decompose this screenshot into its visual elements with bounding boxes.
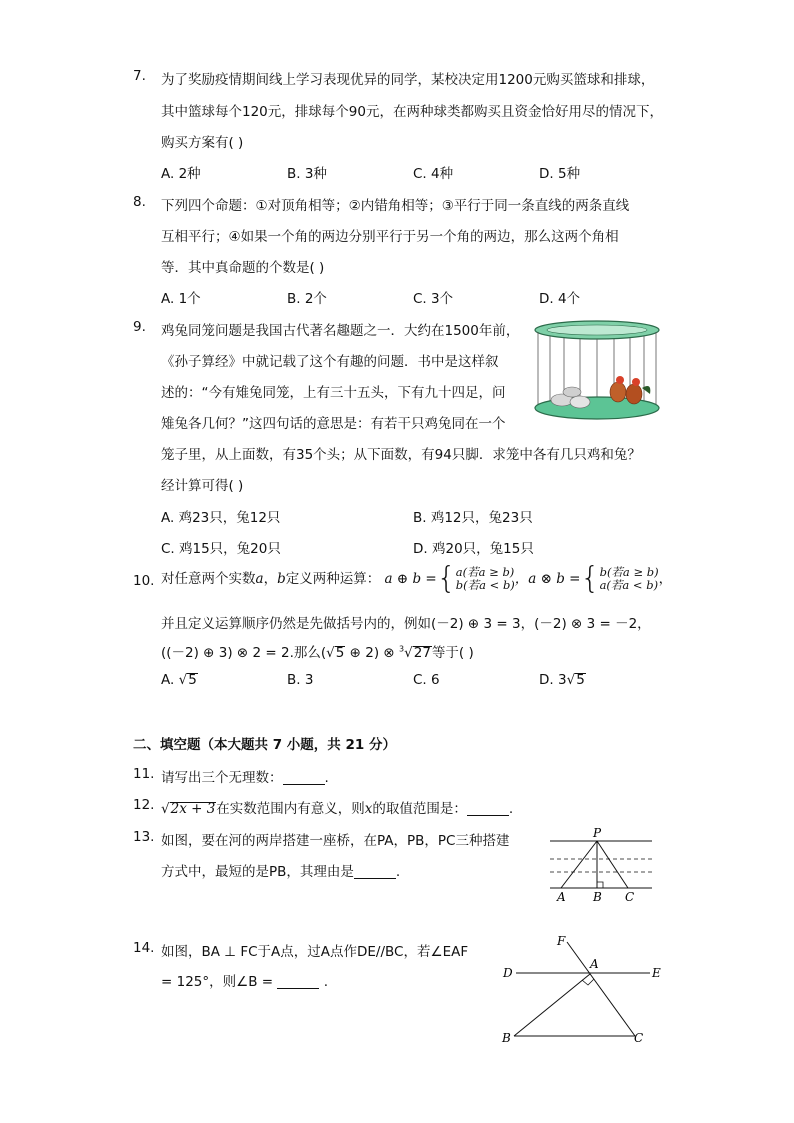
q10-intro: 对任意两个实数	[161, 571, 256, 587]
q12-number: 12.	[133, 797, 155, 813]
q9-line6: 经计算可得( )	[161, 478, 244, 494]
q8-option-a: A. 1个	[161, 291, 201, 307]
q10-option-a-label: A.	[161, 672, 175, 688]
q14-label-e: E	[652, 966, 661, 980]
q9-line1: 鸡兔同笼问题是我国古代著名趣题之一．大约在1500年前，	[161, 323, 520, 339]
q13-line2	[161, 860, 400, 880]
q8-option-b: B. 2个	[287, 291, 327, 307]
q7-line1: 为了奖励疫情期间线上学习表现优异的同学，某校决定用1200元购买篮球和排球，	[161, 72, 655, 88]
q9-option-a: A. 鸡23只，兔12只	[161, 510, 281, 526]
q10-sqrt5: 5	[335, 645, 345, 661]
q13-answer-blank[interactable]	[354, 864, 396, 879]
q9-line5: 笼子里，从上面数，有35个头；从下面数，有94只脚．求笼中各有几只鸡和兔？	[161, 447, 641, 463]
q13-label-b: B	[593, 890, 602, 904]
q10-option-c: C. 6	[413, 672, 440, 688]
q13-river-bridge-figure	[548, 828, 658, 903]
q13-label-c: C	[625, 890, 635, 904]
q14-label-c: C	[634, 1031, 644, 1045]
q10-option-d-label: D. 3	[539, 672, 567, 688]
q10-def: 定义两种运算：	[285, 571, 381, 587]
q10-comma: ，	[263, 571, 278, 587]
q11-end: .	[324, 770, 329, 786]
q10-line3-b: ⊕ 2) ⊗	[345, 645, 400, 661]
q12-end: .	[508, 801, 514, 817]
q12-text: 在实数范围内有意义，则	[216, 801, 365, 817]
q10-op2-case2: a(若a < b)	[599, 578, 659, 592]
q13-label-p: P	[593, 826, 602, 840]
q10-line2: 并且定义运算顺序仍然是先做括号内的，例如(－2) ⊕ 3 = 3，(－2) ⊗ 3 = －2，	[161, 616, 651, 632]
q9-option-d: D. 鸡20只，兔15只	[413, 541, 534, 557]
section2-title: 二、填空题（本大题共 7 小题，共 21 分）	[133, 737, 396, 753]
q9-option-b: B. 鸡12只，兔23只	[413, 510, 533, 526]
q8-line1: 下列四个命题：①对顶角相等；②内错角相等；③平行于同一条直线的两条直线	[161, 198, 630, 214]
q10-var-a: a	[255, 571, 264, 587]
q11-text: 请写出三个无理数：	[161, 770, 283, 786]
q13-line1: 如图，要在河的两岸搭建一座桥，在PA，PB，PC三种搭建	[161, 833, 510, 849]
q8-option-d: D. 4个	[539, 291, 581, 307]
q10-op1-case2: b(若a < b)	[455, 578, 515, 592]
q13-end: .	[395, 864, 401, 880]
q14-line2	[161, 970, 328, 990]
q10-brace2: {	[580, 561, 600, 596]
q9-line3: 述的：“今有雉兔同笼，上有三十五头，下有九十四足，问	[161, 385, 506, 401]
q11-number: 11.	[133, 766, 155, 782]
q14-parallel-lines-figure	[500, 932, 670, 1047]
q7-number: 7.	[133, 68, 146, 84]
q12-text2: 的取值范围是：	[372, 801, 467, 817]
q9-option-c: C. 鸡15只，兔20只	[161, 541, 281, 557]
q13-label-a: A	[557, 890, 566, 904]
q9-number: 9.	[133, 319, 146, 335]
q10-line1	[161, 561, 673, 596]
q10-number: 10.	[133, 573, 155, 589]
q7-line3: 购买方案有( )	[161, 135, 244, 151]
q14-line2-text: = 125°，则∠B =	[161, 974, 274, 990]
q10-op1-case1: a(若a ≥ b)	[455, 565, 515, 579]
q12-sqrt-sign: √	[161, 801, 170, 817]
q10-op2-end: ，	[658, 571, 673, 587]
q10-op2-case1: b(若a ≥ b)	[599, 565, 659, 579]
q10-option-b: B. 3	[287, 672, 314, 688]
q10-option-a	[161, 672, 198, 688]
q12-var-x: x	[364, 801, 373, 817]
q7-line2: 其中篮球每个120元，排球每个90元，在两种球类都购买且资金恰好用尽的情况下，	[161, 104, 663, 120]
q10-root27: 27	[413, 645, 431, 661]
q11-answer-blank[interactable]	[283, 770, 325, 785]
q13-number: 13.	[133, 829, 155, 845]
q12-radicand: 2x + 3	[170, 801, 216, 817]
q14-label-d: D	[503, 966, 513, 980]
q10-line3-c: 等于( )	[431, 645, 474, 661]
q14-label-a: A	[590, 957, 599, 971]
q10-op2: ，a ⊗ b =	[514, 571, 581, 587]
q10-option-a-sqrt-sign: √	[178, 672, 188, 688]
q10-cbrt-sign: √	[404, 645, 413, 661]
q14-answer-blank[interactable]	[277, 974, 319, 989]
q9-line4: 雉兔各几何？”这四句话的意思是：有若干只鸡兔同在一个	[161, 416, 506, 432]
q14-end: .	[323, 974, 328, 990]
q11-line	[161, 766, 329, 786]
q10-var-b: b	[277, 571, 286, 587]
q7-option-a: A. 2种	[161, 166, 201, 182]
q10-line3-a: ((－2) ⊕ 3) ⊗ 2 = 2.那么(	[161, 645, 327, 661]
q10-op1-cases	[456, 566, 515, 592]
q8-option-c: C. 3个	[413, 291, 454, 307]
q10-op2-cases	[600, 566, 659, 592]
q7-option-c: C. 4种	[413, 166, 454, 182]
q14-number: 14.	[133, 940, 155, 956]
q10-line3	[161, 641, 474, 661]
q14-label-b: B	[502, 1031, 511, 1045]
q8-number: 8.	[133, 194, 146, 210]
q13-line2-text: 方式中，最短的是PB，其理由是	[161, 864, 354, 880]
q10-brace1: {	[436, 561, 456, 596]
q10-option-d-val: 5	[576, 672, 585, 688]
q14-line1: 如图，BA ⊥ FC于A点，过A点作DE//BC，若∠EAF	[161, 944, 469, 960]
q12-line	[161, 797, 513, 817]
q10-root-index: 3	[399, 644, 405, 654]
q10-option-d	[539, 672, 586, 688]
q8-line2: 互相平行；④如果一个角的两边分别平行于另一个角的两边，那么这两个角相	[161, 229, 619, 245]
q10-sqrt-sign: √	[326, 645, 335, 661]
q7-option-d: D. 5种	[539, 166, 581, 182]
q8-line3: 等．其中真命题的个数是( )	[161, 260, 325, 276]
q9-line2: 《孙子算经》中就记载了这个有趣的问题．书中是这样叙	[161, 354, 499, 370]
q7-option-b: B. 3种	[287, 166, 327, 182]
q10-option-d-sqrt-sign: √	[566, 672, 576, 688]
q10-option-a-val: 5	[188, 672, 197, 688]
chicken-rabbit-cage-figure	[532, 318, 662, 423]
q10-op1: a ⊕ b =	[384, 571, 437, 587]
q12-answer-blank[interactable]	[467, 801, 509, 816]
q14-label-f: F	[557, 934, 566, 948]
